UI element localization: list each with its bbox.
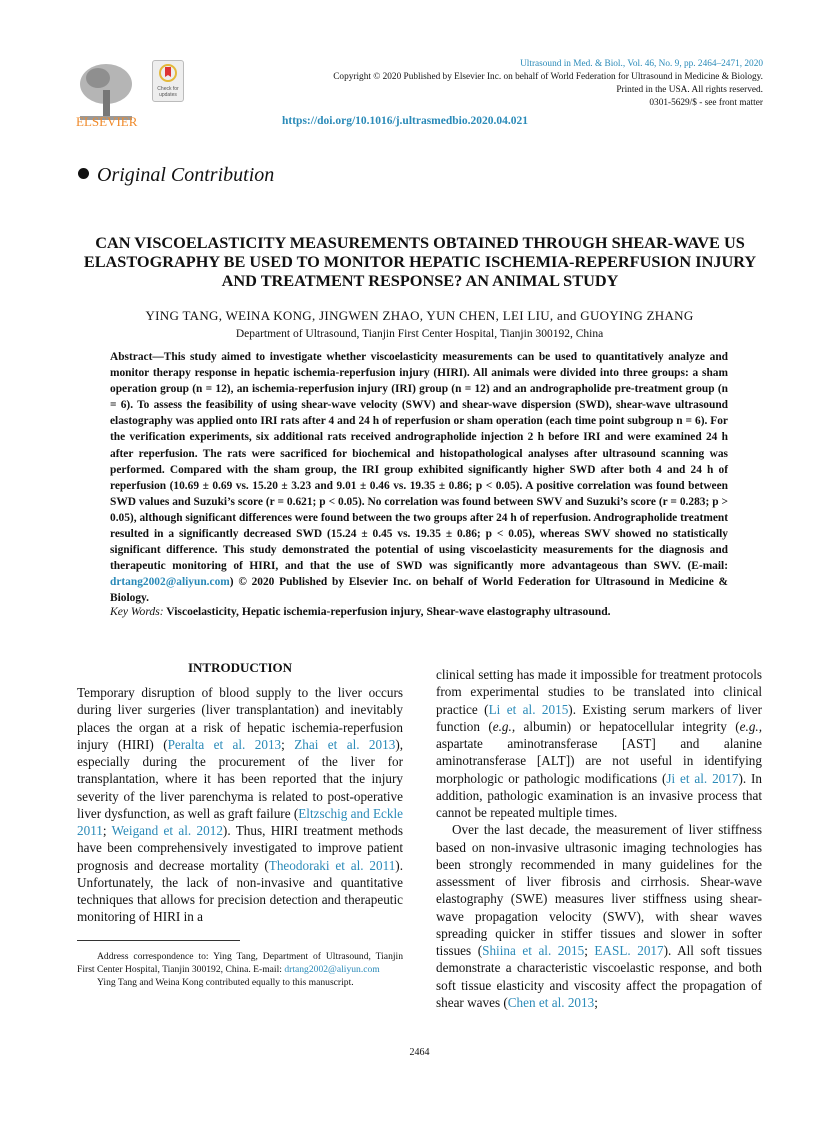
abstract-email-link[interactable]: drtang2002@aliyun.com — [110, 576, 230, 589]
text-run: ). Unfortunately, the lack of non-invasive and quantitative techniques that allows for precision detection and therapeutic monitoring of HIRI in a — [77, 857, 403, 925]
text-run: ). Thus, HIRI treatment methods have been comprehensively investigated to improve patient prognosis and decrease mortality ( — [77, 823, 403, 873]
abstract — [110, 349, 728, 607]
text-run: aspartate aminotransferase [AST] and alanine aminotransferase [ALT]) are not useful in identifying morphologic or pathologic modifications ( — [436, 736, 762, 786]
footnote-email-link[interactable]: drtang2002@aliyun.com — [284, 964, 380, 975]
text-run: ; — [584, 943, 595, 958]
journal-metadata — [333, 58, 763, 110]
affiliation: Department of Ultrasound, Tianjin First Center Hospital, Tianjin 300192, China — [235, 328, 604, 340]
text-run: ), especially during the procurement of the liver for transplantation, where it has been reported that the injury severity of the liver parenchyma is related to post-operative liver dysfunction, as well as graft failure ( — [77, 736, 404, 821]
section-label — [78, 164, 274, 187]
doi-link[interactable]: https://doi.org/10.1016/j.ultrasmedbio.2020.04.021 — [282, 115, 528, 127]
text-run: e.g., — [492, 718, 516, 734]
keywords-text: Viscoelasticity, Hepatic ischemia-reperfusion injury, Shear-wave elastography ultrasound. — [163, 605, 611, 618]
keywords-label: Key Words: — [110, 605, 164, 618]
citation-link[interactable]: Weigand et al. 2012 — [111, 823, 223, 838]
correspondence-note — [77, 950, 403, 976]
elsevier-wordmark: ELSEVIER — [76, 114, 138, 129]
citation-link[interactable]: Li et al. 2015 — [488, 701, 569, 717]
citation-link[interactable]: Zhai et al. 2013 — [294, 736, 396, 752]
article-title: CAN VISCOELASTICITY MEASUREMENTS OBTAINED THROUGH SHEAR-WAVE US ELASTOGRAPHY BE USED TO MONITOR HEPATIC ISCHEMIA-REPERFUSION INJURY AND TREATMENT RESPONSE? AN ANIMAL STUDY — [83, 233, 757, 290]
text-run: ; — [102, 823, 112, 838]
paragraph — [436, 821, 762, 1011]
check-for-updates-badge[interactable] — [152, 60, 184, 102]
citation-link[interactable]: EASL. 2017 — [594, 943, 664, 958]
paragraph — [77, 684, 403, 926]
check-for-updates-label: Check for updates — [157, 86, 179, 98]
text-run: ). All soft tissues demonstrate a characteristic viscoelastic response, and both soft tissue elasticity and viscosity affect the propagation of shear waves ( — [436, 943, 763, 1010]
abstract-closing: ) © 2020 Published by Elsevier Inc. on behalf of World Federation for Ultrasound in Medicine & Biology. — [110, 576, 728, 605]
abstract-text: Abstract—This study aimed to investigate whether viscoelasticity measurements can be used to quantitatively analyze and monitor therapy response in hepatic ischemia-reperfusion injury (HIRI). All animals were divided into three groups: a sham operation group (n = 12), an ischemia-reperfusion injury (IRI) group (n = 12) and an andrographolide pre-treatment group (n = 6). To assess the feasibility of using shear-wave velocity (SWV) and shear-wave dispersion (SWD), shear-wave ultrasound elastography was applied onto IRI rats after 4 and 24 h of reperfusion or sham operation (each time point subgroup n = 6). For the verification experiments, six additional rats received andrographolide injection 2 h before IRI and were examined 24 h after reperfusion. The rats were sacrificed for biochemical and histopathological analyses after ultrasound scanning was performed. Compared with the sham group, the IRI group exhibited significantly higher SWD after both 4 and 24 h of reperfusion (10.69 ± 0.69 vs. 15.20 ± 3.23 and 9.01 ± 0.46 vs. 19.35 ± 0.86; p < 0.05). A positive correlation was found between SWD values and Suzuki’s score (r = 0.621; p < 0.05). No correlation was found between SWV and Suzuki’s score (r = 0.283; p > 0.05), although significant differences were found between the two groups after 24 h of reperfusion. Andrographolide treatment resulted in a significantly decreased SWD (15.24 ± 0.45 vs. 19.35 ± 0.86; p < 0.05), whereas SWV showed no statistically significant difference. This study demonstrated the potential of using viscoelasticity measurements for the diagnosis and therapeutic monitoring of HIRI, and that the use of SWD was significantly more advantageous than SWV. (E-mail: — [110, 351, 728, 573]
citation-link[interactable]: Peralta et al. 2013 — [167, 736, 282, 752]
text-run: e.g., — [739, 718, 763, 734]
text-run: ). In addition, pathologic examination is an invasive process that cannot be repeated multiple times. — [436, 770, 762, 820]
author-list: YING TANG, WEINA KONG, JINGWEN ZHAO, YUN CHEN, LEI LIU, and GUOYING ZHANG — [145, 308, 694, 323]
text-run: albumin) or hepatocellular integrity ( — [515, 718, 740, 734]
text-run: ). Existing serum markers of liver function ( — [436, 701, 762, 734]
section-label-text: Original Contribution — [97, 164, 275, 186]
journal-reference[interactable]: Ultrasound in Med. & Biol., Vol. 46, No. 9, pp. 2464–2471, 2020 — [520, 59, 763, 69]
text-run: ; — [281, 736, 295, 752]
left-column — [77, 684, 403, 926]
introduction-heading: INTRODUCTION — [187, 660, 292, 675]
text-run: Over the last decade, the measurement of liver stiffness based on non-invasive ultrasonic imaging technologies has been strongly recommended in many guidelines for the assessment of liver fibrosis and cirrhosis. Shear-wave elastography (SWE) measures liver stiffness using shear-wave propagation velocity (SWV), with shear waves spreading quicker in stiffer tissues and slower in softer tissues ( — [436, 822, 762, 958]
right-column — [436, 666, 762, 1011]
citation-link[interactable]: Shiina et al. 2015 — [482, 943, 585, 958]
keywords — [110, 605, 728, 618]
footnote-divider — [77, 940, 240, 941]
text-run: ; — [594, 994, 598, 1010]
copyright-line: Copyright © 2020 Published by Elsevier Inc. on behalf of World Federation for Ultrasound in Medicine & Biology. — [333, 72, 763, 82]
citation-link[interactable]: Theodoraki et al. 2011 — [268, 857, 396, 873]
footnote — [77, 950, 403, 989]
paragraph — [436, 666, 762, 821]
text-run: Temporary disruption of blood supply to the liver occurs during liver surgeries (liver transplantation) and inevitably places the organ at a risk of hepatic ischemia-reperfusion injury (HIRI) ( — [77, 685, 403, 752]
page-number: 2464 — [409, 1047, 430, 1058]
issn-line: 0301-5629/$ - see front matter — [649, 98, 763, 108]
citation-link[interactable]: Chen et al. 2013 — [507, 994, 595, 1010]
citation-link[interactable]: Eltzschig and Eckle 2011 — [77, 805, 403, 838]
text-run: clinical setting has made it impossible for treatment protocols from experimental studies to be translated into clinical practice ( — [436, 667, 762, 717]
correspondence-text: Address correspondence to: Ying Tang, Department of Ultrasound, Tianjin First Center Hospital, Tianjin 300192, China. E-mail: — [77, 951, 403, 975]
printed-line: Printed in the USA. All rights reserved. — [616, 85, 763, 95]
contribution-note: Ying Tang and Weina Kong contributed equally to this manuscript. — [97, 977, 354, 988]
bullet-icon — [78, 168, 89, 179]
citation-link[interactable]: Ji et al. 2017 — [666, 770, 739, 786]
bookmark-icon — [159, 64, 177, 84]
